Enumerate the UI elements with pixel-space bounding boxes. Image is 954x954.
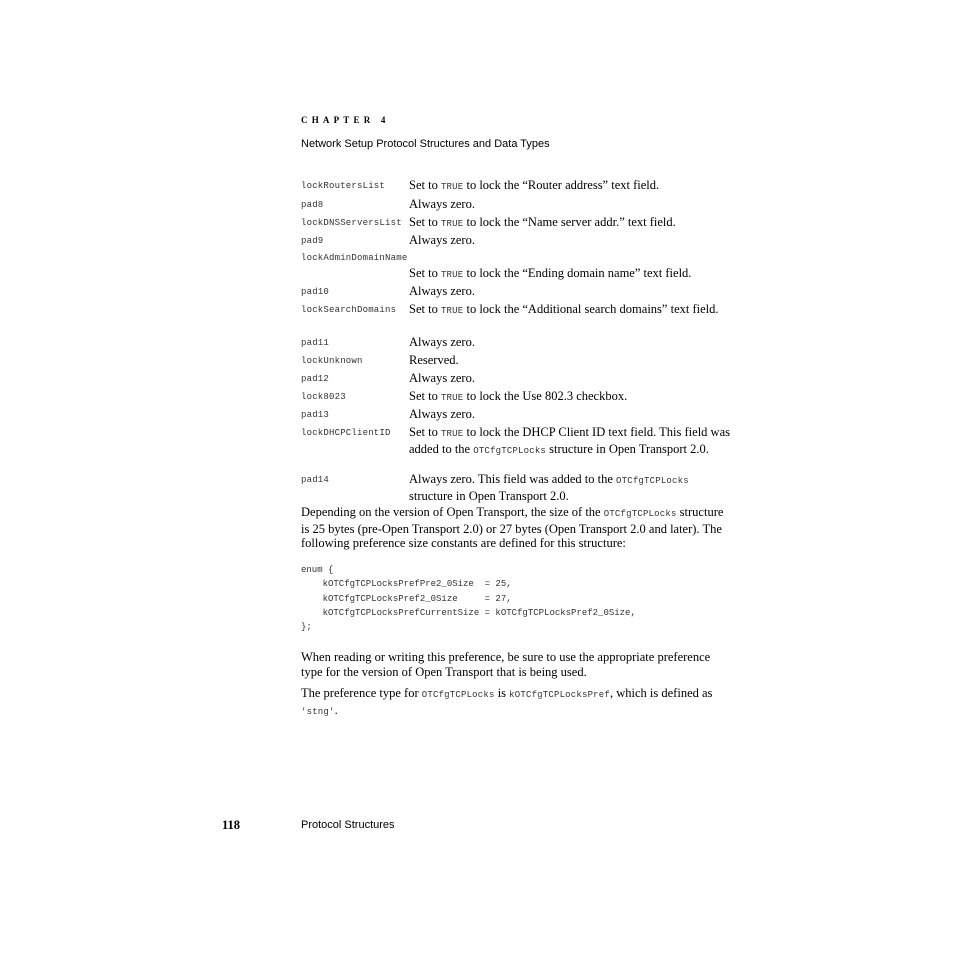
field-name: lockDHCPClientID [301,428,391,438]
field-name: pad10 [301,287,330,297]
field-description: Always zero. [409,233,475,247]
field-description: Set to TRUE to lock the “Ending domain name” text field. [409,266,692,280]
running-header-title: Network Setup Protocol Structures and Data Types [301,138,550,150]
field-name: pad11 [301,338,330,348]
field-description: Set to TRUE to lock the “Name server addr.” text field. [409,215,676,229]
page-number: 118 [222,818,241,832]
size-paragraph: Depending on the version of Open Transport, the size of the OTCfgTCPLocks structure is 25 bytes (pre-Open Transport 2.0) or 27 bytes (Open Transport 2.0 and later). The following preference size constants are defined for this structure: [301,505,724,550]
preference-type-paragraph: The preference type for OTCfgTCPLocks is kOTCfgTCPLocksPref, which is defined as 'stng'. [301,686,713,717]
field-description: Set to TRUE to lock the “Additional search domains” text field. [409,302,719,316]
field-description: Set to TRUE to lock the “Router address” text field. [409,178,660,192]
usage-paragraph: When reading or writing this preference, be sure to use the appropriate preference type for the version of Open Transport that is being used. [301,650,711,679]
field-description: Always zero. [409,407,475,421]
field-name: lockAdminDomainName [301,253,408,263]
field-description: Always zero. This field was added to the OTCfgTCPLocks structure in Open Transport 2.0. [409,472,689,503]
field-name: pad14 [301,475,330,485]
chapter-label: CHAPTER 4 [301,115,390,125]
field-description: Reserved. [409,353,459,367]
field-description: Always zero. [409,197,475,211]
field-name: lockSearchDomains [301,305,397,315]
field-name: pad9 [301,236,324,246]
field-name: lockUnknown [301,356,363,366]
field-name: pad8 [301,200,324,210]
field-description: Set to TRUE to lock the DHCP Client ID text field. This field was added to the OTCfgTCPLocks structure in Open Transport 2.0. [409,425,730,456]
footer-title: Protocol Structures [301,819,395,831]
field-name: pad13 [301,410,330,420]
field-name: lockRoutersList [301,181,386,191]
field-description: Always zero. [409,335,475,349]
field-name: lockDNSServersList [301,218,402,228]
code-block: enum { kOTCfgTCPLocksPrefPre2_0Size = 25, kOTCfgTCPLocksPref2_0Size = 27, kOTCfgTCPLocksPrefCurrentSize = kOTCfgTCPLocksPref2_0Size, }; [301,565,636,633]
field-description: Set to TRUE to lock the Use 802.3 checkbox. [409,389,628,403]
field-description: Always zero. [409,284,475,298]
field-name: pad12 [301,374,330,384]
field-name: lock8023 [301,392,346,402]
field-description: Always zero. [409,371,475,385]
